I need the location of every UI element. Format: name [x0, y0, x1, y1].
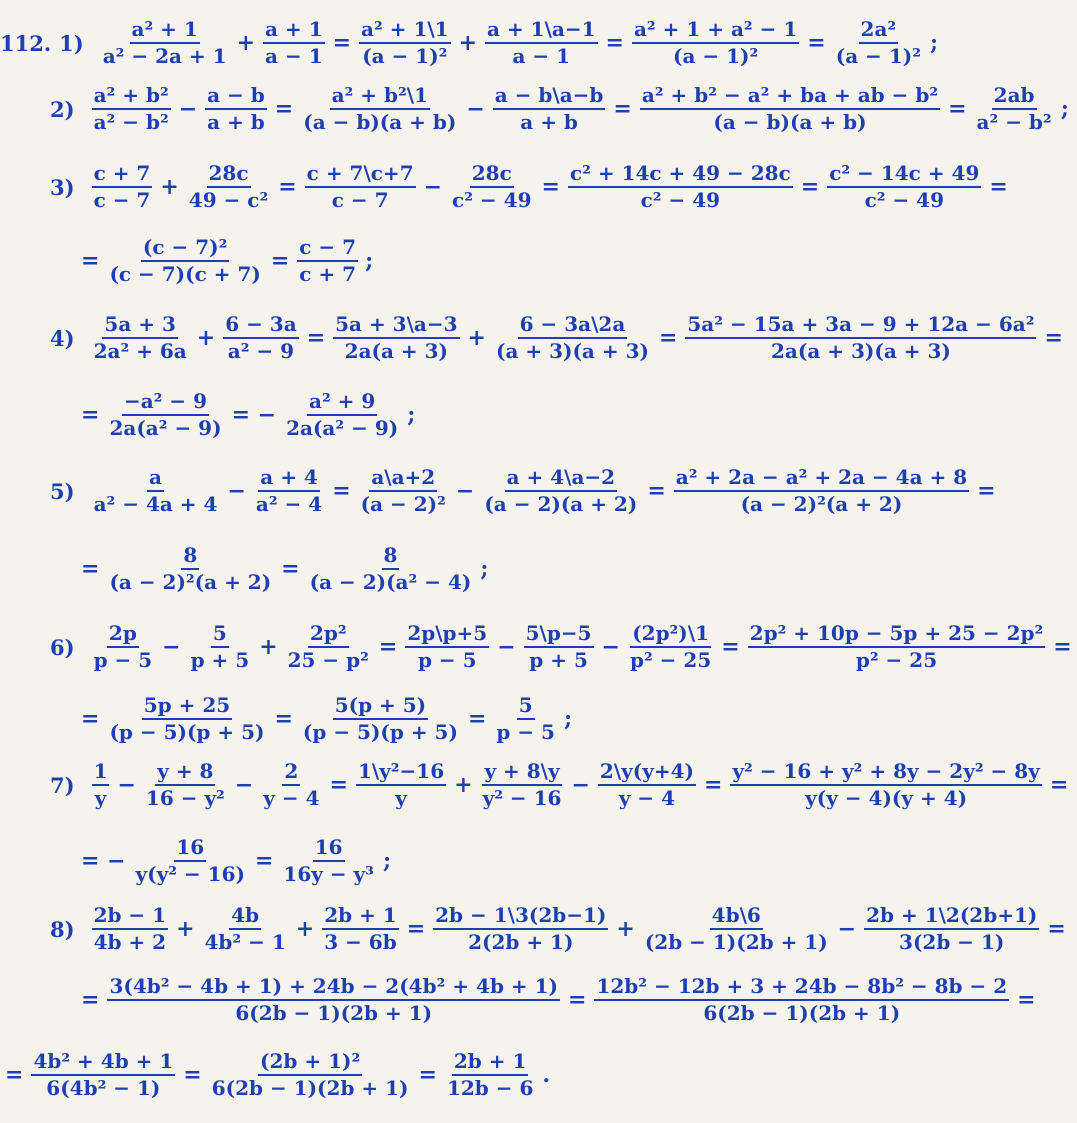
numerator: a² + b² − a² + ba + ab − b²	[640, 83, 940, 110]
operator: =	[406, 916, 426, 942]
fraction	[598, 759, 696, 811]
numerator: 2b − 1\3(2b−1)	[433, 903, 608, 930]
equation-line	[76, 684, 572, 754]
numerator: 28c	[470, 161, 514, 188]
fraction	[205, 83, 267, 135]
denominator: c² − 49	[864, 188, 945, 212]
denominator: p − 5	[417, 648, 477, 672]
item-label: 8)	[50, 916, 75, 942]
fraction	[481, 759, 564, 811]
denominator: (a − 1)²	[673, 44, 759, 68]
denominator: p − 5	[496, 720, 555, 744]
operator: =	[306, 325, 326, 351]
operator: =	[81, 402, 100, 428]
denominator: (a − 1)²	[835, 44, 921, 68]
denominator: a² − b²	[93, 110, 169, 134]
fraction	[524, 621, 594, 673]
item-label: 5)	[50, 478, 75, 504]
operator: +	[616, 916, 635, 942]
terminator: ;	[1060, 96, 1069, 122]
equation-line	[50, 750, 1073, 820]
numerator: 2p²	[308, 621, 349, 648]
denominator: y(y² − 16)	[135, 862, 245, 886]
operator: =	[278, 174, 297, 200]
denominator: y(y − 4)(y + 4)	[805, 786, 968, 810]
fraction	[333, 312, 459, 364]
fraction	[305, 161, 416, 213]
fraction	[297, 235, 358, 287]
fraction	[405, 621, 489, 673]
numerator: 1\y²−16	[356, 759, 446, 786]
operator: =	[977, 478, 996, 504]
fraction	[134, 835, 247, 887]
denominator: c + 7	[299, 262, 357, 286]
fraction	[210, 1049, 411, 1101]
denominator: 2(2b + 1)	[468, 930, 574, 954]
terminator: ;	[563, 706, 573, 732]
fraction	[632, 17, 799, 69]
fraction	[322, 903, 399, 955]
denominator: 6(2b − 1)(2b + 1)	[235, 1001, 433, 1025]
denominator: c − 7	[93, 188, 151, 212]
fraction	[640, 83, 940, 135]
operator: =	[378, 634, 398, 660]
denominator: (a − b)(a + b)	[713, 110, 867, 134]
numerator: 6 − 3a\2a	[518, 312, 628, 339]
numerator: 16	[313, 835, 345, 862]
terminator: .	[542, 1062, 551, 1088]
fraction	[284, 389, 400, 441]
numerator: a² + 9	[307, 389, 377, 416]
denominator: p − 5	[93, 648, 153, 672]
denominator: 2a(a² − 9)	[286, 416, 399, 440]
numerator: 5a + 3	[102, 312, 177, 339]
fraction	[31, 1049, 175, 1101]
operator: =	[1047, 916, 1066, 942]
operator: =	[332, 30, 352, 56]
operator: =	[332, 478, 351, 504]
fraction	[628, 621, 713, 673]
denominator: y	[395, 786, 407, 810]
numerator: a² + b²\1	[330, 83, 430, 110]
operator: =	[329, 772, 348, 798]
operator: +	[458, 30, 478, 56]
denominator: c² − 49	[640, 188, 721, 212]
denominator: 16y − y³	[283, 862, 374, 886]
operator: +	[196, 325, 216, 351]
denominator: a + b	[520, 110, 578, 134]
numerator: 2b + 1\2(2b+1)	[864, 903, 1039, 930]
fraction	[203, 903, 288, 955]
equation-line	[50, 894, 1071, 964]
fraction	[223, 312, 298, 364]
numerator: 16	[174, 835, 206, 862]
operator: −	[117, 772, 136, 798]
fraction	[101, 17, 229, 69]
operator: −	[178, 96, 198, 122]
numerator: 5p + 25	[142, 693, 232, 720]
fraction	[482, 465, 639, 517]
numerator: 2p\p+5	[405, 621, 489, 648]
numerator: y + 8\y	[482, 759, 561, 786]
operator: −	[227, 478, 246, 504]
fraction	[685, 312, 1036, 364]
fraction	[359, 17, 451, 69]
denominator: 2a² + 6a	[93, 339, 187, 363]
numerator: c − 7	[297, 235, 358, 262]
denominator: 49 − c²	[188, 188, 269, 212]
operator: =	[1049, 772, 1069, 798]
denominator: (a + 3)(a + 3)	[495, 339, 649, 363]
fraction	[643, 903, 830, 955]
equation-line	[76, 826, 391, 896]
operator: =	[5, 1062, 24, 1088]
item-label: 6)	[50, 634, 75, 660]
numerator: 4b² + 4b + 1	[31, 1049, 175, 1076]
denominator: p + 5	[190, 648, 250, 672]
operator: =	[274, 706, 293, 732]
fraction	[568, 161, 793, 213]
terminator: ;	[407, 402, 416, 428]
fraction	[433, 903, 608, 955]
fraction	[494, 312, 651, 364]
item-label: 7)	[50, 772, 75, 798]
numerator: 2\y(y+4)	[598, 759, 696, 786]
fraction	[263, 17, 325, 69]
denominator: y − 4	[263, 786, 320, 810]
denominator: 2a(a + 3)(a + 3)	[771, 339, 951, 363]
numerator: −a² − 9	[122, 389, 209, 416]
fraction	[92, 83, 171, 135]
operator: −	[571, 772, 590, 798]
fraction	[92, 312, 189, 364]
operator: =	[647, 478, 666, 504]
fraction	[445, 1049, 535, 1101]
fraction	[107, 389, 223, 441]
numerator: a² + 1	[130, 17, 200, 44]
operator: =	[418, 1062, 437, 1088]
numerator: 8	[382, 543, 400, 570]
operator: +	[454, 772, 473, 798]
numerator: c² + 14c + 49 − 28c	[568, 161, 793, 188]
numerator: 6 − 3a	[223, 312, 298, 339]
numerator: 2p	[107, 621, 139, 648]
fraction	[189, 621, 252, 673]
fraction	[92, 465, 220, 517]
denominator: 2a(a² − 9)	[109, 416, 222, 440]
denominator: 6(2b − 1)(2b + 1)	[211, 1076, 409, 1100]
operator: =	[658, 325, 678, 351]
denominator: 12b − 6	[446, 1076, 534, 1100]
terminator: ;	[382, 848, 392, 874]
fraction	[674, 465, 969, 517]
numerator: 5	[211, 621, 229, 648]
operator: −	[162, 634, 181, 660]
numerator: a + 1	[263, 17, 325, 44]
fraction	[359, 465, 448, 517]
denominator: 3(2b − 1)	[899, 930, 1005, 954]
operator: =	[254, 848, 274, 874]
denominator: a² − 9	[227, 339, 295, 363]
numerator: 5(p + 5)	[333, 693, 428, 720]
numerator: y + 8	[155, 759, 215, 786]
numerator: a\a+2	[369, 465, 437, 492]
denominator: 3 − 6b	[324, 930, 397, 954]
operator: =	[721, 634, 740, 660]
numerator: 2p² + 10p − 5p + 25 − 2p²	[748, 621, 1046, 648]
numerator: 2a²	[859, 17, 899, 44]
equation-line	[50, 74, 1069, 144]
fraction	[107, 235, 262, 287]
operator: =	[568, 987, 587, 1013]
operator: =	[183, 1062, 202, 1088]
denominator: a² − 2a + 1	[102, 44, 227, 68]
problem-number: 112.	[0, 30, 52, 56]
denominator: a − 1	[512, 44, 571, 68]
operator: =	[81, 556, 100, 582]
denominator: (a − 2)(a + 2)	[484, 492, 638, 516]
numerator: 4b	[229, 903, 261, 930]
numerator: c + 7	[92, 161, 153, 188]
denominator: 4b² − 1	[204, 930, 286, 954]
denominator: p² − 25	[855, 648, 938, 672]
denominator: p + 5	[529, 648, 588, 672]
equation-line	[76, 380, 415, 450]
operator: =	[807, 30, 826, 56]
fraction	[107, 543, 273, 595]
numerator: 5a² − 15a + 3a − 9 + 12a − 6a²	[685, 312, 1036, 339]
denominator: a + b	[207, 110, 265, 134]
numerator: a² + 1 + a² − 1	[632, 17, 799, 44]
fraction	[107, 693, 266, 745]
numerator: 3(4b² − 4b + 1) + 24b − 2(4b² + 4b + 1)	[107, 974, 560, 1001]
numerator: (2p²)\1	[630, 621, 711, 648]
numerator: a + 4	[258, 465, 320, 492]
numerator: a	[147, 465, 164, 492]
numerator: 12b² − 12b + 3 + 24b − 8b² − 8b − 2	[594, 974, 1009, 1001]
denominator: (p − 5)(p + 5)	[109, 720, 265, 744]
denominator: (2b − 1)(2b + 1)	[644, 930, 828, 954]
numerator: c + 7\c+7	[305, 161, 416, 188]
numerator: 28c	[207, 161, 251, 188]
operator: −	[497, 634, 516, 660]
operator: =	[281, 556, 300, 582]
denominator: y − 4	[618, 786, 676, 810]
denominator: p² − 25	[629, 648, 712, 672]
fraction	[594, 974, 1009, 1026]
fraction	[730, 759, 1041, 811]
fraction	[281, 835, 376, 887]
numerator: a + 4\a−2	[505, 465, 618, 492]
numerator: a − b	[205, 83, 267, 110]
operator: =	[703, 772, 723, 798]
numerator: 2ab	[992, 83, 1037, 110]
operator: =	[274, 96, 294, 122]
numerator: 2	[282, 759, 300, 786]
denominator: a² − 4a + 4	[93, 492, 218, 516]
operator: =	[1017, 987, 1036, 1013]
numerator: 4b\6	[710, 903, 763, 930]
operator: =	[800, 174, 820, 200]
equation-line	[50, 152, 1013, 222]
terminator: ;	[365, 248, 374, 274]
numerator: a + 1\a−1	[485, 17, 598, 44]
fraction	[748, 621, 1046, 673]
operator: =	[1044, 325, 1063, 351]
operator: =	[81, 987, 100, 1013]
fraction	[834, 17, 923, 69]
operator: =	[948, 96, 967, 122]
operator: =	[541, 174, 560, 200]
denominator: 6(4b² − 1)	[46, 1076, 161, 1100]
equation-line	[50, 612, 1077, 682]
fraction	[187, 161, 270, 213]
numerator: 2b + 1	[322, 903, 399, 930]
denominator: (a − 2)²(a + 2)	[109, 570, 272, 594]
denominator: a² − b²	[976, 110, 1052, 134]
operator: −	[466, 96, 485, 122]
denominator: (a − 1)²	[362, 44, 448, 68]
operator: =	[467, 706, 487, 732]
operator: −	[234, 772, 254, 798]
fraction	[301, 693, 460, 745]
numerator: 5a + 3\a−3	[333, 312, 459, 339]
fraction	[92, 161, 153, 213]
operator: +	[467, 325, 486, 351]
operator: +	[259, 634, 278, 660]
numerator: a − b\a−b	[493, 83, 606, 110]
numerator: a² + b²	[92, 83, 171, 110]
numerator: y² − 16 + y² + 8y − 2y² − 8y	[730, 759, 1041, 786]
denominator: (a − b)(a + b)	[303, 110, 457, 134]
denominator: (p − 5)(p + 5)	[302, 720, 458, 744]
numerator: (2b + 1)²	[258, 1049, 362, 1076]
terminator: ;	[480, 556, 489, 582]
denominator: c² − 49	[452, 188, 532, 212]
denominator: (c − 7)(c + 7)	[109, 262, 261, 286]
equation-line	[50, 303, 1068, 373]
operator: =	[989, 174, 1008, 200]
denominator: y	[94, 786, 107, 810]
denominator: a² − 4	[255, 492, 323, 516]
denominator: (a − 2)(a² − 4)	[309, 570, 472, 594]
equation-line	[76, 534, 488, 604]
item-label: 1)	[59, 30, 84, 56]
numerator: 2b − 1	[92, 903, 169, 930]
equation-line	[50, 456, 1001, 526]
fraction	[92, 621, 155, 673]
fraction	[450, 161, 533, 213]
numerator: c² − 14c + 49	[827, 161, 981, 188]
item-label: 3)	[50, 174, 75, 200]
operator: =	[605, 30, 624, 56]
numerator: 2b + 1	[452, 1049, 529, 1076]
denominator: (a − 2)²(a + 2)	[740, 492, 903, 516]
operator: =	[1053, 634, 1072, 660]
operator: −	[837, 916, 857, 942]
fraction	[975, 83, 1054, 135]
fraction	[261, 759, 321, 811]
fraction	[494, 693, 557, 745]
operator: =	[81, 248, 100, 274]
equation-line	[0, 8, 938, 78]
denominator: 6(2b − 1)(2b + 1)	[703, 1001, 901, 1025]
fraction	[107, 974, 560, 1026]
denominator: (a − 2)²	[360, 492, 446, 516]
denominator: 16 − y²	[145, 786, 225, 810]
denominator: c − 7	[331, 188, 389, 212]
denominator: a − 1	[265, 44, 323, 68]
operator: −	[423, 174, 443, 200]
denominator: 4b + 2	[93, 930, 167, 954]
fraction	[864, 903, 1039, 955]
fraction	[485, 17, 598, 69]
fraction	[356, 759, 446, 811]
operator: =	[613, 96, 632, 122]
denominator: 2a(a + 3)	[344, 339, 449, 363]
operator: −	[601, 634, 620, 660]
operator: +	[236, 30, 256, 56]
operator: = −	[231, 402, 277, 428]
fraction	[286, 621, 371, 673]
denominator: y² − 16	[482, 786, 562, 810]
equation-line	[0, 1040, 550, 1110]
numerator: 5\p−5	[524, 621, 594, 648]
numerator: 1	[92, 759, 110, 786]
item-label: 2)	[50, 96, 75, 122]
operator: +	[176, 916, 195, 942]
fraction	[493, 83, 606, 135]
operator: +	[160, 174, 179, 200]
equation-line	[76, 965, 1041, 1035]
fraction	[254, 465, 324, 517]
numerator: (c − 7)²	[141, 235, 229, 262]
operator: =	[270, 248, 290, 274]
fraction	[301, 83, 458, 135]
operator: −	[455, 478, 475, 504]
item-label: 4)	[50, 325, 75, 351]
numerator: a² + 2a − a² + 2a − 4a + 8	[674, 465, 969, 492]
numerator: a² + 1\1	[359, 17, 451, 44]
fraction	[827, 161, 981, 213]
fraction	[92, 903, 169, 955]
operator: = −	[81, 848, 126, 874]
fraction	[92, 759, 110, 811]
operator: +	[295, 916, 315, 942]
denominator: 25 − p²	[287, 648, 369, 672]
operator: =	[81, 706, 100, 732]
equation-line	[76, 226, 373, 296]
fraction	[308, 543, 474, 595]
terminator: ;	[929, 30, 939, 56]
numerator: 8	[181, 543, 199, 570]
fraction	[144, 759, 227, 811]
numerator: 5	[517, 693, 535, 720]
